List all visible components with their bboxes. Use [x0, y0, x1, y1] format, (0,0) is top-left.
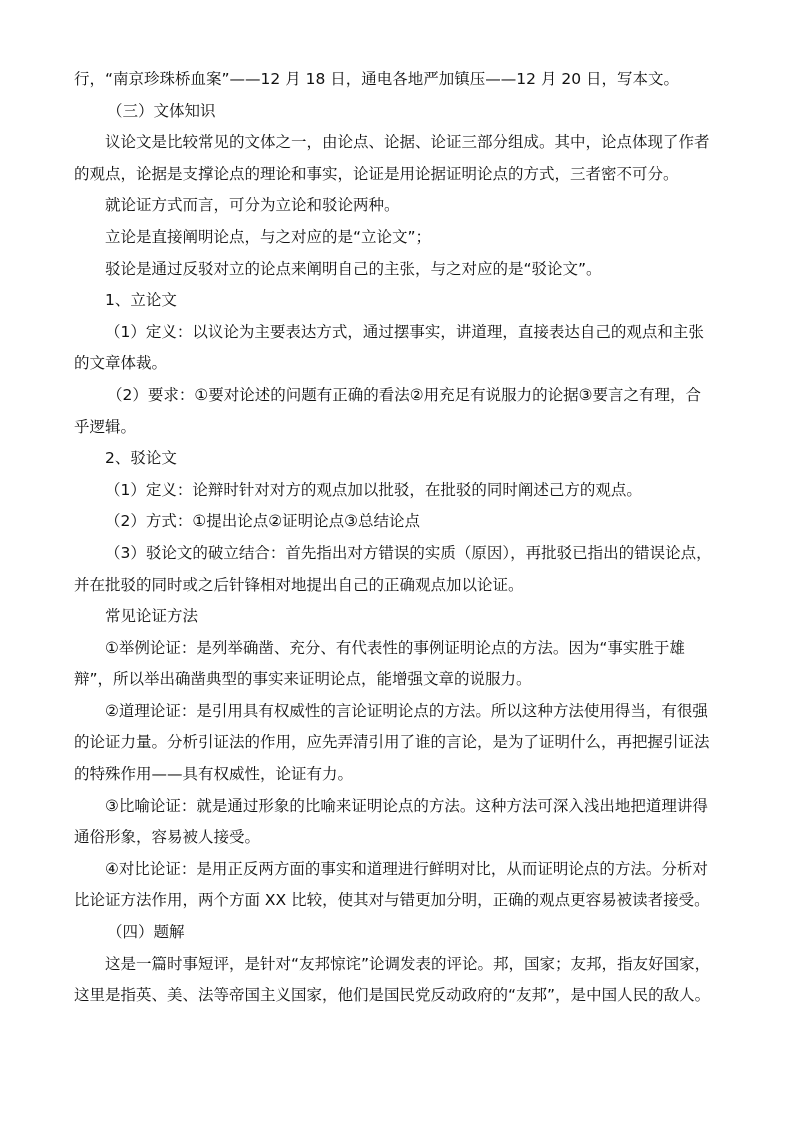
text-line: 的文章体裁。: [74, 354, 168, 373]
document-page: [74, 70, 734, 1005]
text-line: 乎逻辑。: [74, 417, 137, 436]
text-line: 比论证方法作用，两个方面 XX 比较，使其对与错更加分明，正确的观点更容易被读者接受。: [74, 891, 710, 910]
text-line: 行，“南京珍珠桥血案”——12 月 18 日，通电各地严加镇压——12 月 20 日，写本文。: [74, 70, 680, 88]
text-line: 的特殊作用——具有权威性，论证有力。: [74, 765, 354, 784]
text-line: （1）定义：论辩时针对对方的观点加以批驳，在批驳的同时阐述己方的观点。: [105, 480, 642, 499]
text-line: （1）定义：以议论为主要表达方式，通过摆事实，讲道理，直接表达自己的观点和主张: [105, 322, 704, 341]
subsection-heading: 2、驳论文: [105, 449, 177, 468]
text-line: 这里是指英、美、法等帝国主义国家，他们是国民党反动政府的“友邦”，是中国人民的敌人。: [74, 986, 711, 1005]
subsection-heading: 常见论证方法: [105, 607, 199, 626]
section-heading: （三）文体知识: [107, 101, 216, 120]
text-line: （2）方式：①提出论点②证明论点③总结论点: [105, 512, 421, 531]
text-line: ①举例论证：是列举确凿、充分、有代表性的事例证明论点的方法。因为“事实胜于雄: [105, 638, 685, 657]
text-line: 的论证力量。分析引证法的作用，应先弄清引用了谁的言论，是为了证明什么，再把握引证法: [74, 733, 710, 752]
text-line: 立论是直接阐明论点，与之对应的是“立论文”；: [105, 227, 432, 246]
text-line: 这是一篇时事短评，是针对“友邦惊诧”论调发表的评论。邦，国家；友邦，指友好国家，: [105, 954, 711, 973]
text-line: ③比喻论证：就是通过形象的比喻来证明论点的方法。这种方法可深入浅出地把道理讲得: [105, 796, 708, 815]
text-line: 并在批驳的同时或之后针锋相对地提出自己的正确观点加以论证。: [74, 575, 524, 594]
text-line: 的观点，论据是支撑论点的理论和事实，论证是用论据证明论点的方式，三者密不可分。: [74, 164, 679, 183]
text-line: ②道理论证：是引用具有权威性的言论证明论点的方法。所以这种方法使用得当，有很强: [105, 701, 708, 720]
subsection-heading: 1、立论文: [105, 291, 177, 310]
text-line: （3）驳论文的破立结合：首先指出对方错误的实质（原因），再批驳已指出的错误论点，: [105, 543, 712, 562]
text-line: 通俗形象，容易被人接受。: [74, 828, 261, 847]
text-line: （2）要求：①要对论述的问题有正确的看法②用充足有说服力的论据③要言之有理，合: [107, 385, 702, 404]
text-line: 辩”，所以举出确凿典型的事实来证明论点，能增强文章的说服力。: [74, 670, 532, 689]
text-line: 议论文是比较常见的文体之一，由论点、论据、论证三部分组成。其中，论点体现了作者: [105, 133, 710, 152]
section-heading: （四）题解: [107, 923, 185, 942]
text-line: 就论证方式而言，可分为立论和驳论两种。: [105, 196, 400, 215]
text-line: 驳论是通过反驳对立的论点来阐明自己的主张，与之对应的是“驳论文”。: [105, 259, 602, 278]
text-line: ④对比论证：是用正反两方面的事实和道理进行鲜明对比，从而证明论点的方法。分析对: [105, 859, 708, 878]
